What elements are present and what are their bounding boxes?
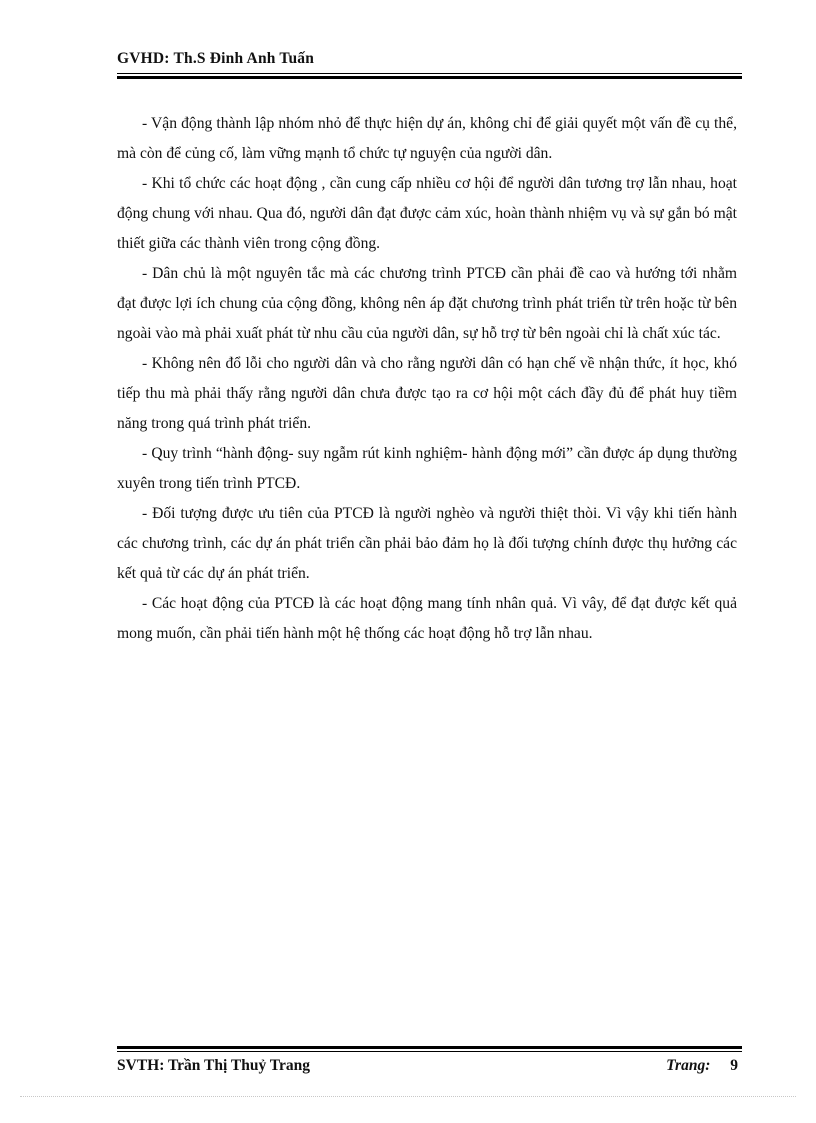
header-rule-thick <box>117 76 742 79</box>
paragraph-6: - Đối tượng được ưu tiên của PTCĐ là người nghèo và người thiệt thòi. Vì vậy khi tiến hành các chương trình, các dự án phát triển cần phải bảo đảm họ là đối tượng chính được thụ hưởng các kết quả từ các dự án phát triển. <box>117 505 737 582</box>
body-text <box>117 109 737 649</box>
page-footer <box>117 1054 742 1078</box>
paragraph-4: - Không nên đổ lỗi cho người dân và cho rằng người dân có hạn chế về nhận thức, ít học, khó tiếp thu mà phải thấy rằng người dân chưa được tạo ra cơ hội một cách đầy đủ để phát huy tiềm năng trong quá trình phát triển. <box>117 355 737 432</box>
header-rule-thin <box>117 73 742 74</box>
footer-page-number: 9 <box>730 1057 738 1074</box>
footer-rule-thick <box>117 1046 742 1049</box>
page-header <box>117 48 742 70</box>
footer-rule-thin <box>117 1051 742 1052</box>
paragraph-5: - Quy trình “hành động- suy ngẫm rút kinh nghiệm- hành động mới” cần được áp dụng thường xuyên trong tiến trình PTCĐ. <box>117 445 737 492</box>
footer-page <box>666 1054 738 1078</box>
paragraph-3: - Dân chủ là một nguyên tắc mà các chương trình PTCĐ cần phải đề cao và hướng tới nhằm đạt được lợi ích chung của cộng đồng, không nên áp đặt chương trình phát triển từ trên hoặc từ bên ngoài vào mà phải xuất phát từ nhu cầu của người dân, sự hỗ trợ từ bên ngoài chỉ là chất xúc tác. <box>117 265 737 342</box>
paragraph-7: - Các hoạt động của PTCĐ là các hoạt động mang tính nhân quả. Vì vây, để đạt được kết quả mong muốn, cần phải tiến hành một hệ thống các hoạt động hỗ trợ lẫn nhau. <box>117 595 737 642</box>
footer-page-label: Trang: <box>666 1057 711 1074</box>
paragraph-2: - Khi tổ chức các hoạt động , cần cung cấp nhiều cơ hội để người dân tương trợ lẫn nhau, hoạt động chung với nhau. Qua đó, người dân đạt được cảm xúc, hoàn thành nhiệm vụ và sự gắn bó mật thiết giữa các thành viên trong cộng đồng. <box>117 175 737 252</box>
footer-student: SVTH: Trần Thị Thuỷ Trang <box>117 1057 310 1074</box>
paragraph-1: - Vận động thành lập nhóm nhỏ để thực hiện dự án, không chỉ để giải quyết một vấn đề cụ thể, mà còn để củng cố, làm vững mạnh tổ chức tự nguyện của người dân. <box>117 115 737 162</box>
header-supervisor: GVHD: Th.S Đinh Anh Tuấn <box>117 50 315 67</box>
page-edge-divider <box>20 1096 796 1097</box>
